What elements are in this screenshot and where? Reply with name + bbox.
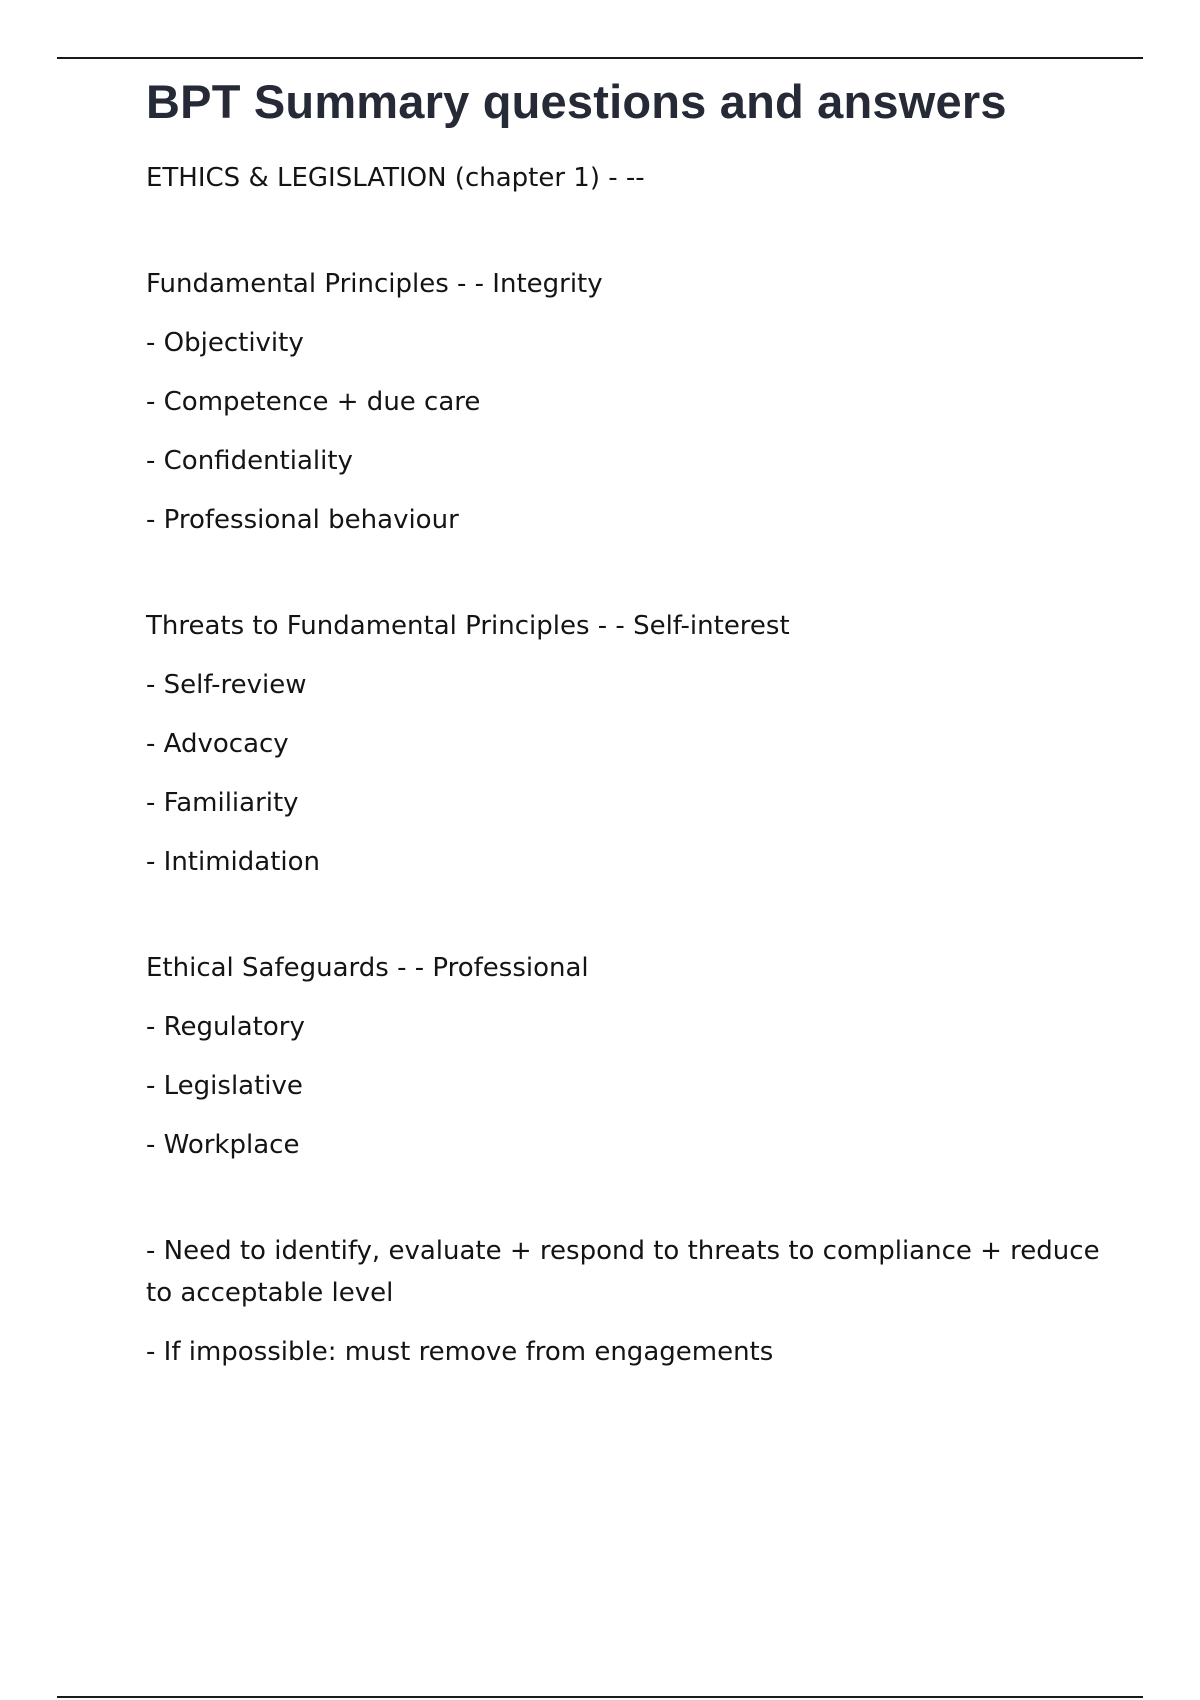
- top-rule: [57, 57, 1143, 59]
- section-heading: Fundamental Principles - - Integrity: [146, 269, 603, 299]
- section-heading: Threats to Fundamental Principles - - Self-interest: [146, 611, 790, 641]
- page-content: [146, 72, 1106, 1373]
- section-threats: [146, 605, 1106, 883]
- list-item: - Familiarity: [146, 788, 299, 818]
- list-item: - Objectivity: [146, 328, 304, 358]
- section-ethical-safeguards: [146, 947, 1106, 1166]
- section-fundamental-principles: [146, 263, 1106, 541]
- list-item: - Confidentiality: [146, 446, 353, 476]
- notes-block: [146, 1230, 1106, 1373]
- note-item: - If impossible: must remove from engagements: [146, 1337, 774, 1367]
- chapter-subtitle: ETHICS & LEGISLATION (chapter 1) - --: [146, 163, 645, 193]
- list-item: - Advocacy: [146, 729, 289, 759]
- list-item: - Workplace: [146, 1130, 300, 1160]
- bottom-rule: [57, 1696, 1143, 1698]
- document-title: BPT Summary questions and answers: [146, 75, 1007, 128]
- list-item: - Professional behaviour: [146, 505, 459, 535]
- note-item: - Need to identify, evaluate + respond to threats to compliance + reduce to acceptable level: [146, 1236, 1108, 1308]
- list-item: - Competence + due care: [146, 387, 481, 417]
- list-item: - Legislative: [146, 1071, 303, 1101]
- section-heading: Ethical Safeguards - - Professional: [146, 953, 589, 983]
- list-item: - Regulatory: [146, 1012, 305, 1042]
- list-item: - Self-review: [146, 670, 307, 700]
- list-item: - Intimidation: [146, 847, 321, 877]
